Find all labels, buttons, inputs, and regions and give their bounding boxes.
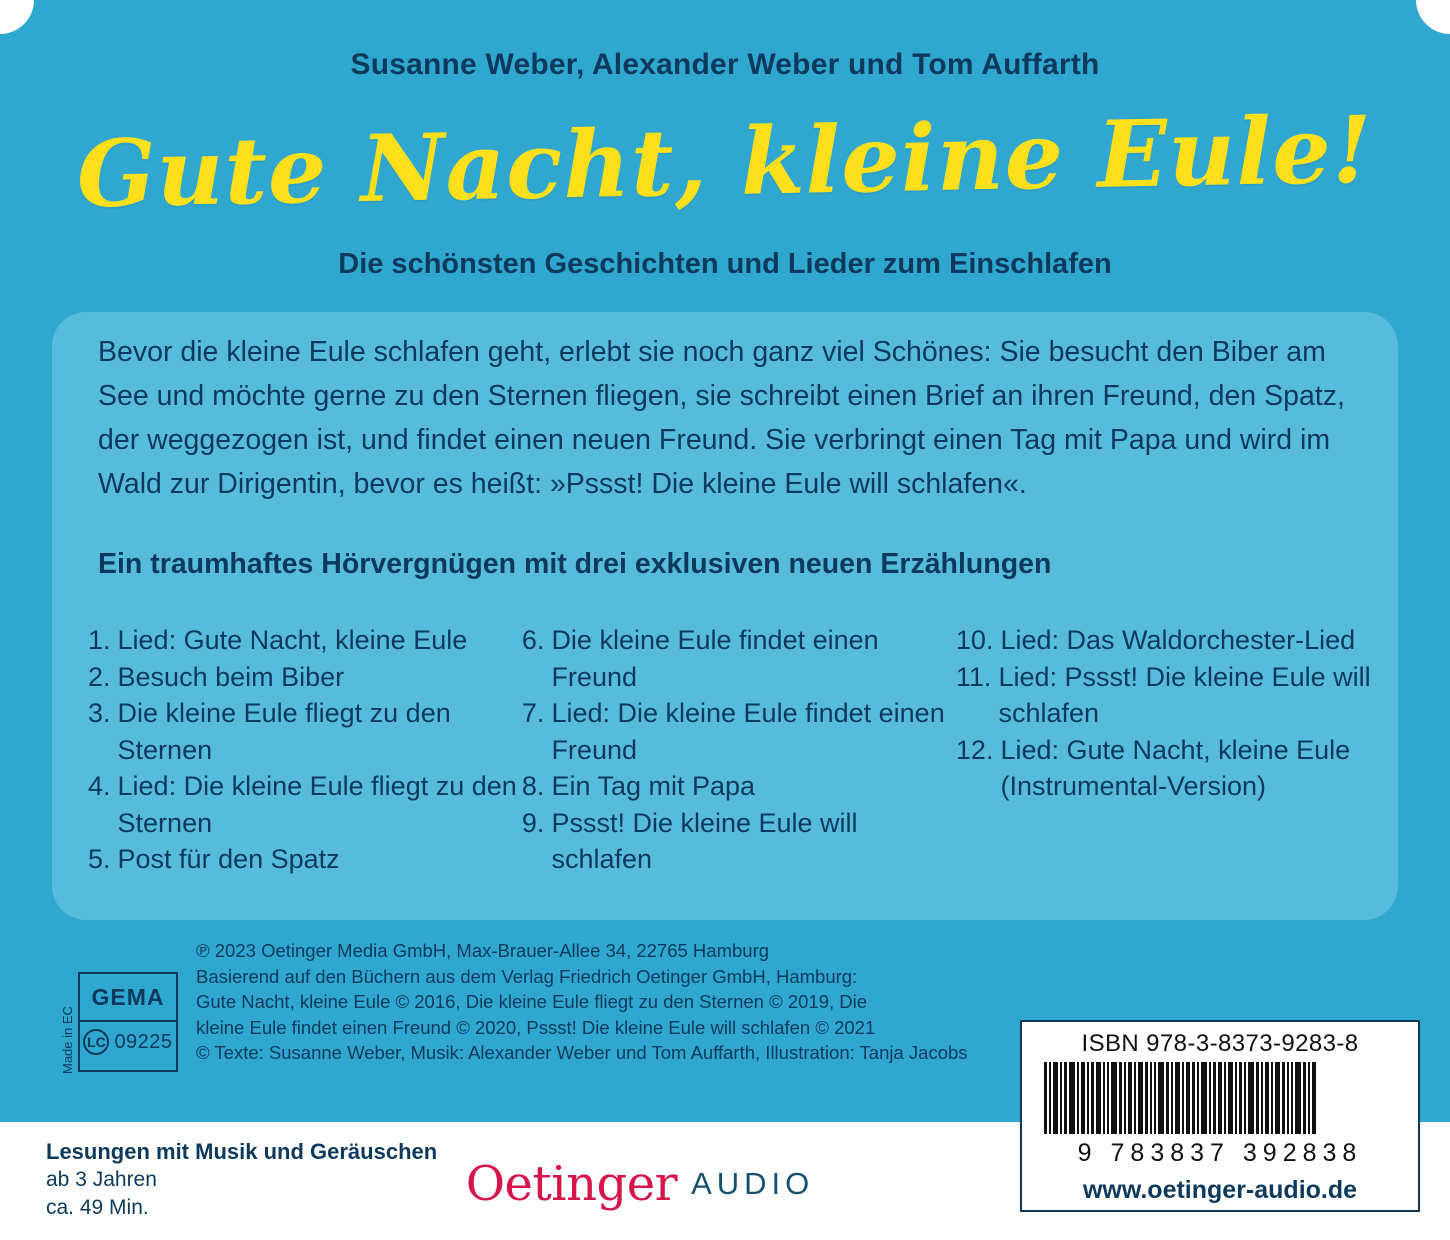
lc-number: 09225	[114, 1030, 173, 1053]
publisher-name: Oetinger	[465, 1156, 678, 1212]
list-item	[956, 732, 1378, 805]
blurb-text: Bevor die kleine Eule schlafen geht, erlebt sie noch ganz viel Schönes: Sie besucht den Biber am See und möchte gerne zu den Sternen fliegen, sie schreibt einen Brief an ihren Freund, den Spatz, der weggezogen ist, und findet einen neuen Freund. Sie verbringt einen Tag mit Papa und wird im Wald zur Dirigentin, bevor es heißt: »Pssst! Die kleine Eule will schlafen«.	[98, 336, 1345, 500]
track-title: Besuch beim Biber	[117, 661, 345, 692]
tracklist-column-3	[948, 622, 1378, 878]
list-item	[956, 622, 1378, 659]
track-title: Lied: Die kleine Eule fliegt zu den Sternen	[117, 771, 517, 838]
list-item	[522, 622, 948, 695]
tracklist-column-1	[88, 622, 518, 878]
format-info	[46, 1138, 437, 1222]
track-title: Lied: Gute Nacht, kleine Eule (Instrumental-Version)	[1000, 734, 1351, 801]
format-line-3: ca. 49 Min.	[46, 1196, 149, 1219]
made-in-ec-label: Made in EC	[60, 1006, 75, 1074]
track-number: 5.	[88, 844, 111, 874]
authors-line: Susanne Weber, Alexander Weber und Tom Auffarth	[350, 48, 1100, 81]
track-number: 11.	[955, 661, 992, 692]
track-number: 2.	[88, 661, 111, 692]
imprint-line: Gute Nacht, kleine Eule © 2016, Die kleine Eule fliegt zu den Sternen © 2019, Die	[196, 991, 868, 1012]
list-item	[522, 695, 948, 768]
publisher-imprint: AUDIO	[691, 1166, 815, 1201]
tagline-text: Ein traumhaftes Hörvergnügen mit drei exklusiven neuen Erzählungen	[98, 548, 1052, 580]
track-title: Die kleine Eule fliegt zu den Sternen	[117, 698, 451, 765]
imprint-line: ℗ 2023 Oetinger Media GmbH, Max-Brauer-Allee 34, 22765 Hamburg	[196, 940, 770, 961]
list-item	[88, 695, 518, 768]
barcode-digits: 9 783837 392838	[1077, 1139, 1363, 1167]
track-number: 8.	[521, 771, 545, 801]
list-item	[88, 659, 518, 696]
track-number: 6.	[521, 625, 545, 655]
track-number: 10.	[955, 625, 994, 655]
gema-logo	[78, 972, 178, 1072]
corner-top-right	[1416, 0, 1450, 34]
track-number: 9.	[521, 807, 545, 838]
list-item	[522, 768, 948, 805]
publisher-url: www.oetinger-audio.de	[1082, 1176, 1358, 1204]
page-title: Gute Nacht, kleine Eule!	[75, 95, 1375, 229]
lc-icon: LC	[83, 1029, 109, 1055]
track-number: 12.	[955, 734, 994, 765]
list-item	[88, 768, 518, 841]
imprint-line: © Texte: Susanne Weber, Musik: Alexander Weber und Tom Auffarth, Illustration: Tanja Jacobs	[196, 1042, 968, 1063]
track-title: Lied: Pssst! Die kleine Eule will schlafen	[998, 661, 1371, 728]
label-code-row	[80, 1029, 176, 1055]
format-line-1: Lesungen mit Musik und Geräuschen	[46, 1139, 438, 1164]
gema-block	[48, 970, 188, 1080]
track-number: 3.	[88, 698, 111, 728]
track-title: Lied: Die kleine Eule findet einen Freund	[551, 698, 945, 765]
isbn-text: ISBN 978-3-8373-9283-8	[1081, 1030, 1359, 1057]
barcode-bars	[1044, 1062, 1396, 1134]
track-title: Lied: Das Waldorchester-Lied	[1000, 625, 1356, 655]
corner-top-left	[0, 0, 34, 34]
track-number: 1.	[88, 625, 111, 655]
imprint-line: kleine Eule findet einen Freund © 2020, Pssst! Die kleine Eule will schlafen © 2021	[196, 1016, 876, 1038]
gema-divider	[80, 1020, 176, 1022]
gema-label: GEMA	[91, 984, 165, 1010]
format-line-2: ab 3 Jahren	[46, 1168, 157, 1191]
track-title: Pssst! Die kleine Eule will schlafen	[551, 807, 858, 874]
track-number: 7.	[521, 698, 545, 728]
list-item	[88, 622, 518, 659]
list-item	[956, 659, 1378, 732]
list-item	[88, 841, 518, 878]
publisher-logo	[430, 1136, 850, 1232]
track-number: 4.	[88, 771, 111, 801]
tracklist	[88, 622, 1378, 878]
tracklist-column-2	[518, 622, 948, 878]
imprint-block	[196, 938, 1056, 1066]
track-title: Lied: Gute Nacht, kleine Eule	[117, 625, 468, 655]
track-title: Post für den Spatz	[117, 844, 340, 874]
imprint-line: Basierend auf den Büchern aus dem Verlag Friedrich Oetinger GmbH, Hamburg:	[196, 965, 858, 987]
track-title: Die kleine Eule findet einen Freund	[551, 625, 879, 692]
list-item	[522, 805, 948, 878]
track-title: Ein Tag mit Papa	[551, 771, 756, 801]
page-subtitle: Die schönsten Geschichten und Lieder zum Einschlafen	[338, 248, 1112, 280]
barcode-block	[1020, 1020, 1420, 1212]
